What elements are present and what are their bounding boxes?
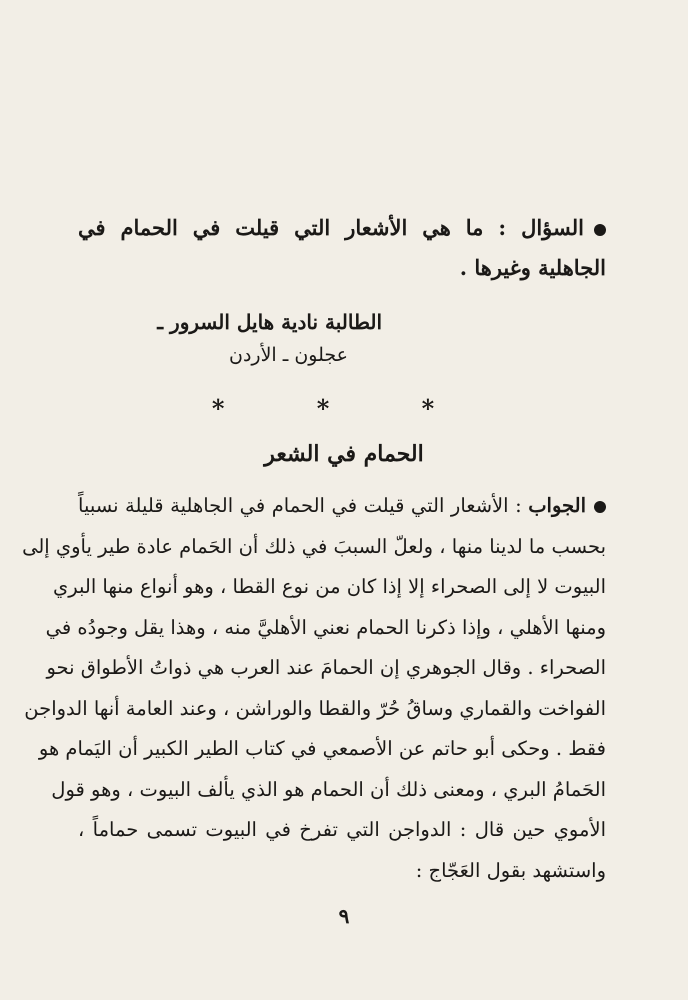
answer-line: ومنها الأهلي ، وإذا ذكرنا الحمام نعني الأهليَّ منه ، وهذا يقل وجودُه في [45, 615, 606, 639]
answer-label: الجواب [528, 494, 586, 517]
answer-line: الأموي حين قال : الدواجن التي تفرخ في البيوت تسمى حماماً ، [78, 818, 606, 841]
bullet-icon [594, 224, 606, 236]
author-name: الطالبة نادية هايل السرور ـ [157, 310, 382, 334]
answer-line: بحسب ما لدينا منها ، ولعلّ السببَ في ذلك أن الحَمام عادة طير يأوي إلى [22, 534, 606, 558]
answer-line: الصحراء . وقال الجوهري إن الحمامَ عند العرب هي ذواتُ الأطواق نحو [46, 656, 606, 679]
answer-line: فقط . وحكى أبو حاتم عن الأصمعي في كتاب الطير الكبير أن اليَمام هو [38, 737, 606, 760]
author-place: عجلون ـ الأردن [228, 344, 348, 366]
answer-line-text: : الأشعار التي قيلت في الحمام في الجاهلية قليلة نسبياً [78, 494, 522, 517]
section-title: الحمام في الشعر [264, 441, 424, 467]
bullet-icon [594, 501, 606, 513]
page-number: ٩ [338, 904, 350, 928]
answer-paragraph [22, 486, 606, 891]
question-text: : ما هي الأشعار التي قيلت في الحمام في الجاهلية وغيرها . [78, 215, 606, 280]
question-label: السؤال [521, 215, 585, 240]
answer-line: الفواخت والقماري وساقُ حُرّ والقطا والوراشن ، وعند العامة أنها الدواجن [24, 696, 606, 720]
answer-line: البيوت لا إلى الصحراء إلا إذا كان من نوع القطا ، وهو أنواع منها البري [52, 575, 606, 598]
answer-line: واستشهد بقول العَجّاج : [415, 858, 606, 882]
bleed-through-texture [60, 30, 628, 180]
answer-line: الحَمامُ البري ، ومعنى ذلك أن الحمام هو الذي يألف البيوت ، وهو قول [51, 777, 606, 801]
answer-line [78, 486, 606, 527]
question-paragraph [78, 208, 606, 288]
section-separator: * * * [211, 394, 477, 423]
